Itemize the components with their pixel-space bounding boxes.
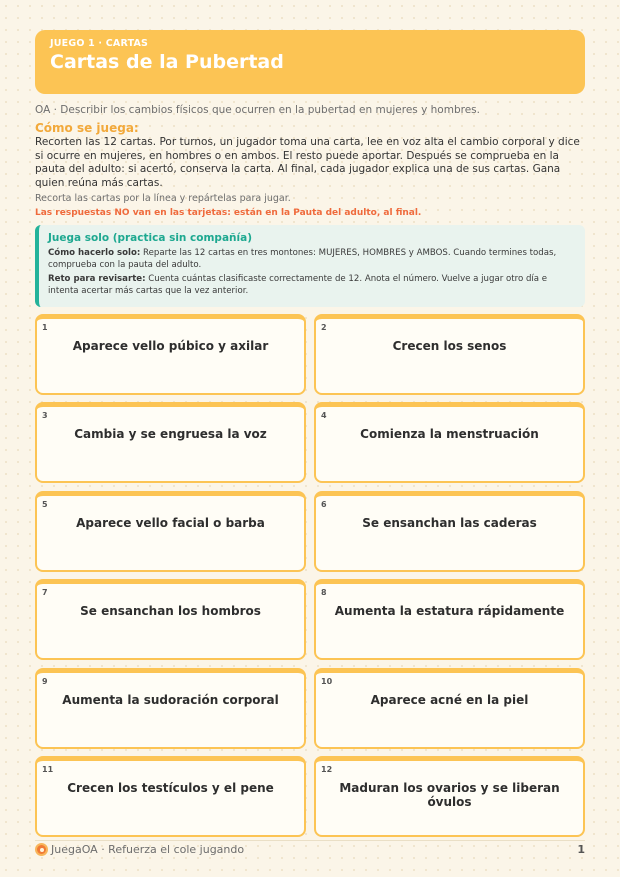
brand-logo-icon <box>35 843 48 856</box>
card-text: Comienza la menstruación <box>360 427 539 441</box>
card-5 <box>35 491 306 572</box>
card-4 <box>314 402 585 483</box>
howto-text: Recorten las 12 cartas. Por turnos, un jugador toma una carta, lee en voz alta el cambio corporal y dice si ocurre en mujeres, en hombres o en ambos. El resto puede aportar. Después se comprueba en la pauta del adulto: si acertó, conserva la carta. Al final, cada jugador explica una de sus cartas. Gana quien reúna más cartas. <box>35 136 580 189</box>
card-6 <box>314 491 585 572</box>
card-12 <box>314 756 585 837</box>
solo-how-label: Cómo hacerlo solo: <box>48 248 141 258</box>
card-2 <box>314 314 585 395</box>
answers-warning: Las respuestas NO van en las tarjetas: están en la Pauta del adulto, al final. <box>35 208 422 218</box>
learning-objective: OA · Describir los cambios físicos que ocurren en la pubertad en mujeres y hombres. <box>35 104 480 116</box>
card-10 <box>314 668 585 749</box>
footer-divider <box>35 840 585 841</box>
card-8 <box>314 579 585 660</box>
card-text: Aparece acné en la piel <box>370 693 529 707</box>
page-title: Cartas de la Pubertad <box>50 51 284 73</box>
card-number: 1 <box>42 323 48 332</box>
solo-check-text: Cuenta cuántas clasificaste correctamente de 12. Anota el número. Vuelve a jugar otro día e intenta acertar más cartas que la vez anterior. <box>48 274 548 296</box>
card-3 <box>35 402 306 483</box>
game-kicker: JUEGO 1 · CARTAS <box>50 38 149 49</box>
title-banner <box>35 30 585 94</box>
card-number: 9 <box>42 677 48 686</box>
card-number: 11 <box>42 765 54 774</box>
card-text: Se ensanchan las caderas <box>362 516 537 530</box>
card-number: 3 <box>42 411 48 420</box>
solo-check <box>48 274 575 297</box>
card-text: Crecen los testículos y el pene <box>67 781 274 795</box>
solo-check-label: Reto para revisarte: <box>48 274 146 284</box>
card-11 <box>35 756 306 837</box>
card-number: 5 <box>42 500 48 509</box>
card-1 <box>35 314 306 395</box>
card-number: 10 <box>321 677 333 686</box>
card-text: Aparece vello facial o barba <box>76 516 265 530</box>
card-text: Maduran los ovarios y se liberan óvulos <box>339 781 560 809</box>
card-number: 7 <box>42 588 48 597</box>
card-text: Crecen los senos <box>392 339 507 353</box>
card-text: Aparece vello púbico y axilar <box>72 339 269 353</box>
card-number: 12 <box>321 765 333 774</box>
card-text: Aumenta la sudoración corporal <box>62 693 279 707</box>
card-7 <box>35 579 306 660</box>
solo-play-box <box>35 225 585 307</box>
card-number: 6 <box>321 500 327 509</box>
card-9 <box>35 668 306 749</box>
solo-how <box>48 248 575 271</box>
solo-heading: Juega solo (practica sin compañía) <box>48 232 252 244</box>
card-number: 4 <box>321 411 327 420</box>
page-number: 1 <box>577 843 585 856</box>
card-number: 2 <box>321 323 327 332</box>
card-number: 8 <box>321 588 327 597</box>
cut-note: Recorta las cartas por la línea y repártelas para jugar. <box>35 193 291 204</box>
solo-how-text: Reparte las 12 cartas en tres montones: MUJERES, HOMBRES y AMBOS. Cuando termines todas, comprueba con la pauta del adulto. <box>48 248 557 270</box>
card-text: Cambia y se engruesa la voz <box>74 427 267 441</box>
card-text: Se ensanchan los hombros <box>80 604 261 618</box>
card-text: Aumenta la estatura rápidamente <box>334 604 565 618</box>
howto-heading: Cómo se juega: <box>35 121 139 135</box>
footer-brand: JuegaOA · Refuerza el cole jugando <box>51 843 245 856</box>
